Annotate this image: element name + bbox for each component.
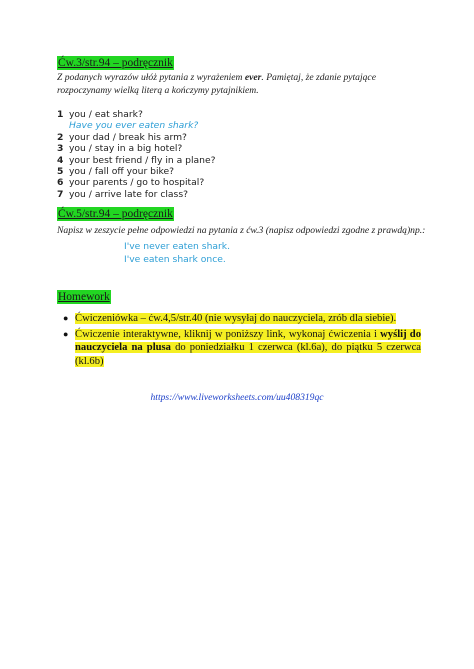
homework-item-1 (63, 312, 421, 326)
example-answer: Have you ever eaten shark? (69, 120, 199, 132)
exercise-text: you / stay in a big hotel? (69, 143, 183, 155)
section1-header: Ćw.3/str.94 – podręcznik (58, 57, 173, 69)
exercise-item-1: 1 you / eat shark? (57, 109, 143, 120)
section1-instruction (57, 72, 427, 97)
exercise-item-4: 4 your best friend / fly in a plane? (57, 154, 216, 166)
exercise-list (57, 109, 216, 200)
homework-item-text-pre: Ćwiczenie interaktywne, kliknij w poniższy link, wykonaj ćwiczenia i (75, 328, 381, 340)
instruction-text-pre: Z podanych wyrazów ułóż pytania z wyrażeniem (57, 72, 245, 83)
homework-item-2 (63, 328, 421, 369)
exercise-text: you / eat shark? (69, 109, 143, 120)
exercise-text: you / arrive late for class? (69, 188, 188, 200)
exercise-text: you / fall off your bike? (69, 165, 175, 177)
homework-item-text-post: do poniedziałku 1 czerwca (kl.6a), do piątku 5 czerwca (kl.6b) (75, 342, 421, 367)
homework-item-emphasis: wyślij do nauczyciela na plusa (75, 328, 421, 354)
exercise-item-5: 5 you / fall off your bike? (57, 165, 175, 177)
exercise-item-7: 7 you / arrive late for class? (57, 188, 188, 200)
homework-item-text: Ćwiczeniówka – ćw.4,5/str.40 (nie wysyłaj do nauczyciela, zrób dla siebie). (75, 313, 397, 324)
exercise-item-3: 3 you / stay in a big hotel? (57, 143, 183, 155)
instruction-text-post: . Pamiętaj, że zdanie pytające rozpoczynamy wielką literą a kończymy pytajnikiem. (57, 72, 376, 96)
section2-instruction: Napisz w zeszycie pełne odpowiedzi na pytania z ćw.3 (napisz odpowiedzi zgodne z prawdą)np.: (57, 225, 426, 236)
exercise-text: your best friend / fly in a plane? (69, 154, 216, 166)
example-answer-1: I've never eaten shark. (124, 241, 231, 252)
exercise-text: your parents / go to hospital? (69, 177, 205, 189)
homework-header: Homework (58, 291, 110, 303)
exercise-text: your dad / break his arm? (69, 131, 187, 143)
homework-list (63, 312, 421, 370)
section2-header: Ćw.5/str.94 – podręcznik (58, 208, 173, 220)
example-answer-2: I've eaten shark once. (124, 254, 226, 265)
exercise-item-6: 6 your parents / go to hospital? (57, 177, 205, 189)
instruction-keyword: ever (244, 72, 262, 83)
bullet-icon: ● (63, 313, 69, 323)
worksheet-link[interactable]: https://www.liveworksheets.com/uu408319qc (150, 392, 324, 403)
exercise-item-2: 2 your dad / break his arm? (57, 131, 187, 143)
bullet-icon: ● (63, 328, 69, 339)
